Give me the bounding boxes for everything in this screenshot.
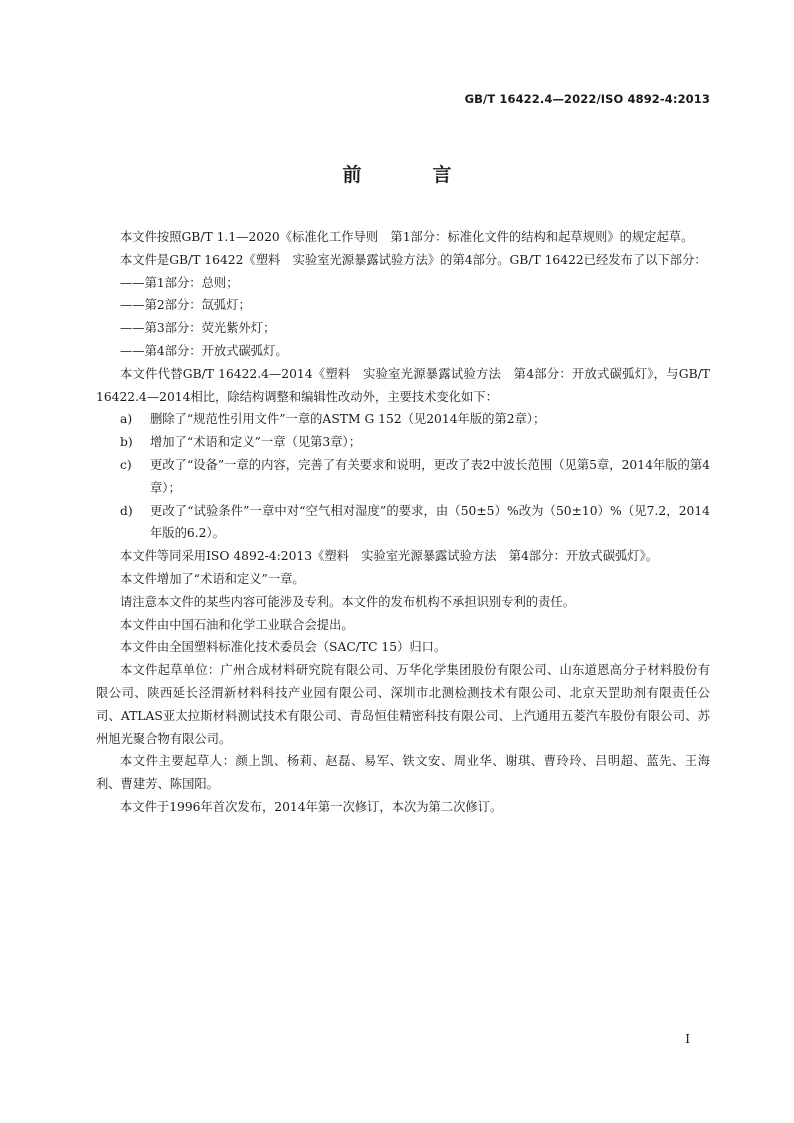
list-item-part-2: ——第2部分：氙弧灯； <box>120 298 251 313</box>
list-item-part-4: ——第4部分：开放式碳弧灯。 <box>120 343 288 358</box>
change-text-b: 增加了“术语和定义”一章（见第3章）； <box>150 435 361 450</box>
page-number: I <box>685 1032 690 1046</box>
change-text-d: 更改了“试验条件”一章中对“空气相对湿度”的要求，由（50±5）%改为（50±10）%（见7.2，2014年版的6.2）。 <box>150 503 710 541</box>
paragraph-drafters: 本文件主要起草人：颜上凯、杨莉、赵磊、易军、铁文安、周业华、谢琪、曹玲玲、吕明超、蓝先、王海利、曹建芳、陈国阳。 <box>96 754 710 792</box>
change-text-a: 删除了“规范性引用文件”一章的ASTM G 152（见2014年版的第2章）； <box>150 412 546 427</box>
list-item-part-3: ——第3部分：荧光紫外灯； <box>120 321 276 336</box>
change-label-c: c) <box>120 457 132 472</box>
paragraph-drafting-units: 本文件起草单位：广州合成材料研究院有限公司、万华化学集团股份有限公司、山东道恩高分子材料股份有限公司、陕西延长泾渭新材料科技产业园有限公司、深圳市北测检测技术有限公司、北京天罡助剂有限责任公司、ATLAS亚太拉斯材料测试技术有限公司、青岛恒佳精密科技有限公司、上汽通用五菱汽车股份有限公司、苏州旭光聚合物有限公司。 <box>96 663 710 746</box>
list-item-part-1: ——第1部分：总则； <box>120 275 239 290</box>
paragraph-series-intro: 本文件是GB/T 16422《塑料 实验室光源暴露试验方法》的第4部分。GB/T 16422已经发布了以下部分： <box>120 252 707 267</box>
change-text-c: 更改了“设备”一章的内容，完善了有关要求和说明，更改了表2中波长范围（见第5章，2014年版的第4章）； <box>150 457 710 495</box>
foreword-body <box>96 226 710 819</box>
change-item-d <box>96 500 710 546</box>
change-item-a <box>96 408 710 431</box>
paragraph-proposer: 本文件由中国石油和化学工业联合会提出。 <box>120 617 354 632</box>
paragraph-history: 本文件于1996年首次发布，2014年第一次修订，本次为第二次修订。 <box>120 799 503 814</box>
paragraph-replacement: 本文件代替GB/T 16422.4—2014《塑料 实验室光源暴露试验方法 第4部分：开放式碳弧灯》，与GB/T 16422.4—2014相比，除结构调整和编辑性改动外，主要技术变化如下： <box>96 366 710 404</box>
paragraph-drafting-rules: 本文件按照GB/T 1.1—2020《标准化工作导则 第1部分：标准化文件的结构和起草规则》的规定起草。 <box>120 230 694 244</box>
paragraph-equivalence: 本文件等同采用ISO 4892-4:2013《塑料 实验室光源暴露试验方法 第4部分：开放式碳弧灯》。 <box>120 549 659 564</box>
change-label-d: d) <box>120 503 133 518</box>
paragraph-patent-notice: 请注意本文件的某些内容可能涉及专利。本文件的发布机构不承担识别专利的责任。 <box>120 594 575 609</box>
change-label-a: a) <box>120 412 133 427</box>
change-item-c <box>96 454 710 500</box>
paragraph-committee: 本文件由全国塑料标准化技术委员会（SAC/TC 15）归口。 <box>120 640 447 655</box>
page-title: 前 言 <box>342 164 478 186</box>
change-item-b <box>96 431 710 454</box>
standard-number: GB/T 16422.4—2022/ISO 4892-4:2013 <box>464 92 710 106</box>
paragraph-addition: 本文件增加了“术语和定义”一章。 <box>120 571 305 586</box>
change-label-b: b) <box>120 435 133 450</box>
